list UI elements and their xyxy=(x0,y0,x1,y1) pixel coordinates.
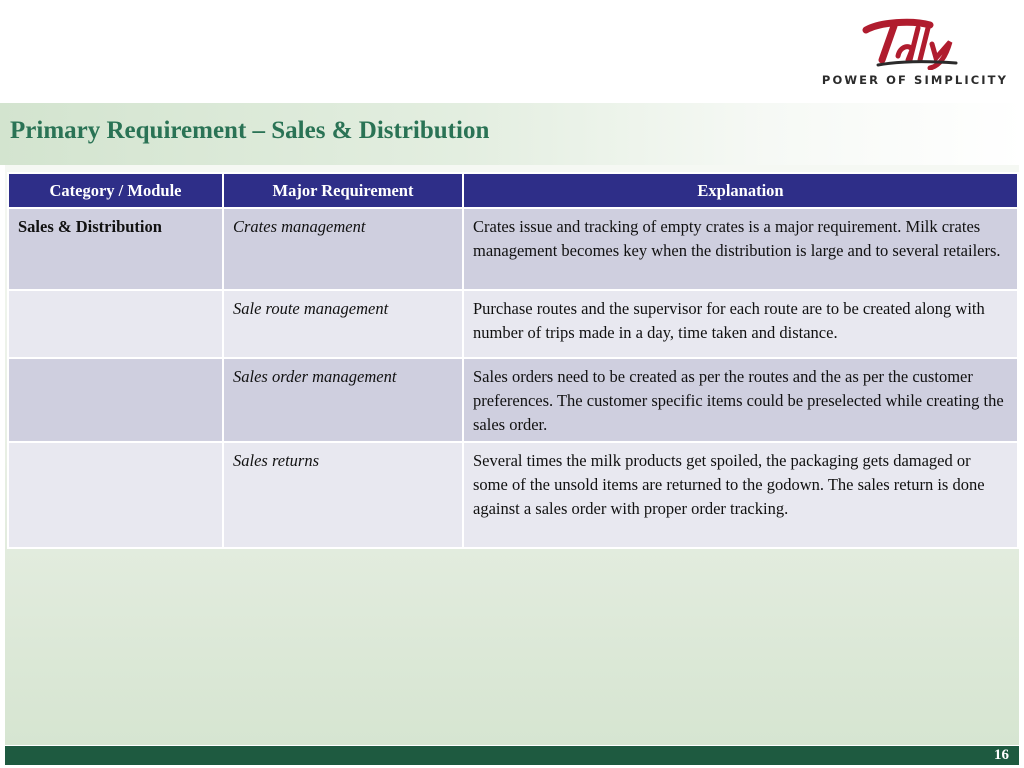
cell-category xyxy=(8,290,223,358)
cell-category xyxy=(8,358,223,442)
cell-explanation: Purchase routes and the supervisor for each route are to be created along with number of trips made in a day, time taken and distance. xyxy=(463,290,1018,358)
cell-requirement: Sale route management xyxy=(223,290,463,358)
cell-requirement: Crates management xyxy=(223,208,463,290)
cell-category: Sales & Distribution xyxy=(8,208,223,290)
page-number: 16 xyxy=(994,747,1009,763)
table-row xyxy=(8,208,1018,290)
header-category: Category / Module xyxy=(8,173,223,208)
cell-requirement: Sales returns xyxy=(223,442,463,548)
tally-logo xyxy=(821,10,1008,90)
cell-category xyxy=(8,442,223,548)
table-row xyxy=(8,442,1018,548)
table-row xyxy=(8,290,1018,358)
tally-logo-mark xyxy=(860,16,960,70)
header-requirement: Major Requirement xyxy=(223,173,463,208)
slide-title: Primary Requirement – Sales & Distribution xyxy=(10,117,490,144)
cell-explanation: Crates issue and tracking of empty crates is a major requirement. Milk crates management becomes key when the distribution is large and to several retailers. xyxy=(463,208,1018,290)
cell-explanation: Several times the milk products get spoiled, the packaging gets damaged or some of the unsold items are returned to the godown. The sales return is done against a sales order with proper order tracking. xyxy=(463,442,1018,548)
table-header-row xyxy=(8,173,1018,208)
table-row xyxy=(8,358,1018,442)
header-explanation: Explanation xyxy=(463,173,1018,208)
footer-bar xyxy=(5,746,1019,765)
cell-explanation: Sales orders need to be created as per the routes and the as per the customer preferences. The customer specific items could be preselected while creating the sales order. xyxy=(463,358,1018,442)
logo-tagline: POWER OF SIMPLICITY xyxy=(821,73,1008,87)
cell-requirement: Sales order management xyxy=(223,358,463,442)
requirements-table xyxy=(7,172,1019,549)
